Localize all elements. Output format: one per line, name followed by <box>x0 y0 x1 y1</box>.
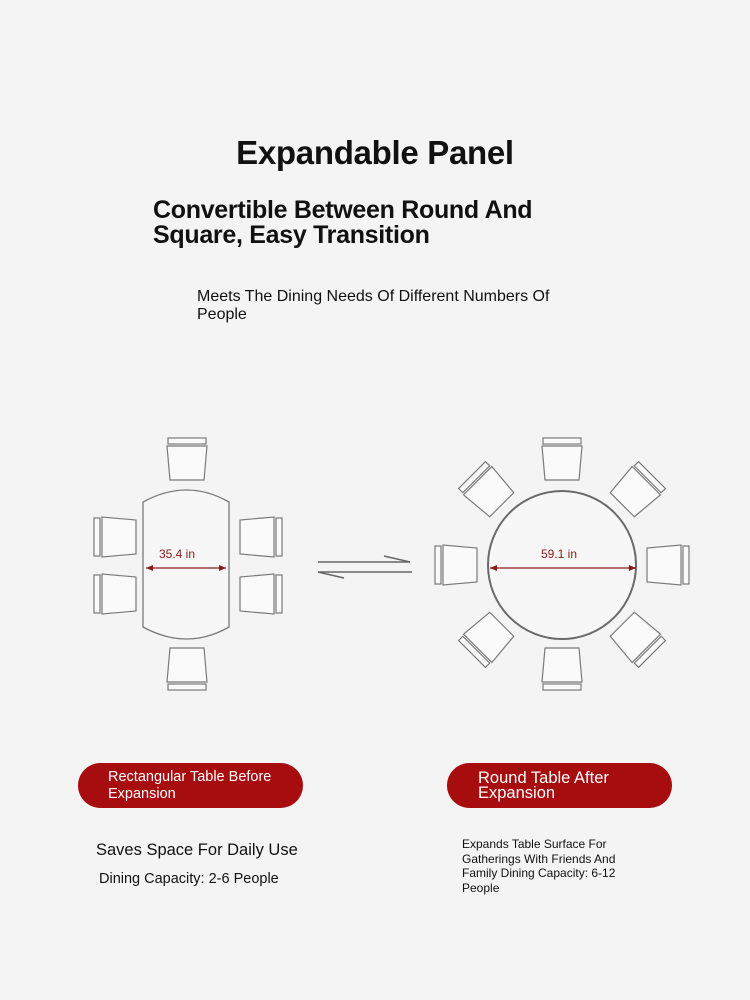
chair <box>240 574 282 614</box>
chair <box>647 545 689 585</box>
chair <box>542 438 582 480</box>
chair <box>240 517 282 557</box>
chair <box>608 461 666 519</box>
rectangular-table-diagram <box>94 438 282 690</box>
chair <box>608 610 666 668</box>
rectangular-table-top <box>143 490 229 639</box>
round-table-badge <box>447 763 672 808</box>
round-table-diagram <box>435 438 689 690</box>
chair <box>542 648 582 690</box>
page-description: Meets The Dining Needs Of Different Numbers Of People <box>197 288 550 323</box>
dimension-label: 35.4 in <box>158 547 196 561</box>
chair <box>167 438 207 480</box>
rectangular-table-note: Saves Space For Daily Use <box>96 841 298 859</box>
chair <box>94 574 136 614</box>
rectangular-table-capacity: Dining Capacity: 2-6 People <box>99 871 279 887</box>
chair <box>458 461 516 519</box>
page-title: Expandable Panel <box>236 134 514 171</box>
bidirectional-arrow-icon <box>318 556 412 578</box>
round-table-top <box>488 491 636 639</box>
chair <box>167 648 207 690</box>
dimension-label: 59.1 in <box>540 547 578 561</box>
round-table-note: Expands Table Surface For Gatherings With Friends And Family Dining Capacity: 6-12 People <box>462 837 616 895</box>
badge-label: Round Table After Expansion <box>478 768 609 802</box>
page-subtitle: Convertible Between Round And Square, Easy Transition <box>153 196 533 249</box>
chair <box>435 545 477 585</box>
badge-label: Rectangular Table Before Expansion <box>108 768 272 802</box>
rectangular-table-badge <box>78 763 303 808</box>
chair <box>94 517 136 557</box>
chair <box>458 610 516 668</box>
